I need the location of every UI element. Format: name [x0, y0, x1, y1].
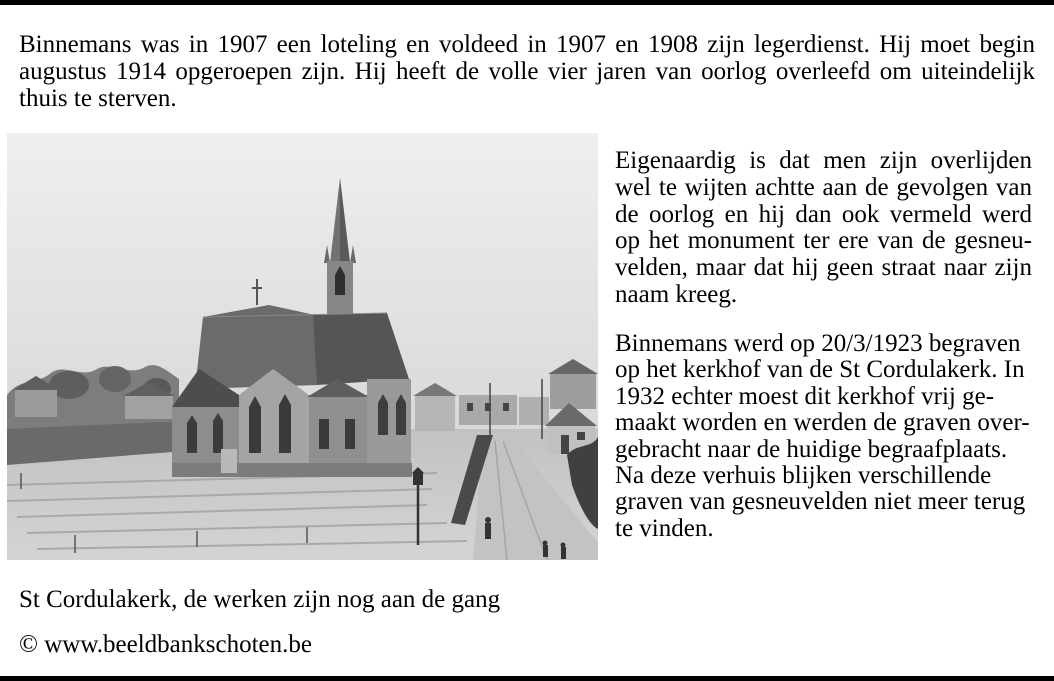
side-line: Eigenaardig is dat men zijn overlijden	[615, 147, 1032, 174]
side-line: Na deze verhuis blijken verschillende	[615, 461, 992, 489]
side-line: naam kreeg.	[615, 280, 738, 308]
side-line: de oorlog en hij dan ook vermeld werd	[615, 200, 1032, 228]
side-line: wel te wijten achtte aan de gevolgen van	[615, 173, 1032, 201]
side-line: op het monument ter ere van de gesneu-	[615, 227, 1032, 255]
intro-paragraph	[19, 31, 1035, 112]
side-line: gebracht naar de huidige begraafplaats.	[615, 435, 1008, 463]
side-line: 1932 echter moest dit kerkhof vrij ge-	[615, 382, 995, 410]
church-photo	[7, 133, 598, 560]
side-paragraph-1	[615, 148, 1032, 309]
intro-line: augustus 1914 opgeroepen zijn. Hij heeft de volle vier jaren van oorlog overleefd om uiteindelijk	[19, 58, 1035, 85]
monument	[221, 449, 237, 473]
side-line: graven van gesneuvelden niet meer terug	[615, 488, 1026, 516]
side-paragraph-2	[615, 331, 1032, 542]
church-transept-roof	[195, 305, 317, 389]
photo-caption: St Cordulakerk, de werken zijn nog aan de gang	[19, 586, 501, 613]
side-line: maakt worden en werden de graven over-	[615, 409, 1030, 437]
intro-line: Binnemans was in 1907 een loteling en voldeed in 1907 en 1908 zijn legerdienst. Hij moet begin	[19, 31, 1035, 58]
photo-credit: © www.beeldbankschoten.be	[19, 631, 312, 658]
side-line: velden, maar dat hij geen straat naar zijn	[615, 254, 1032, 282]
side-line: Binnemans werd op 20/3/1923 begraven	[615, 330, 1021, 357]
top-border	[0, 0, 1054, 5]
bottom-border	[0, 676, 1054, 681]
church-photo-image	[7, 133, 598, 560]
side-line: te vinden.	[615, 514, 714, 542]
side-line: op het kerkhof van de St Cordulakerk. In	[615, 356, 1025, 384]
intro-line: thuis te sterven.	[19, 85, 177, 112]
